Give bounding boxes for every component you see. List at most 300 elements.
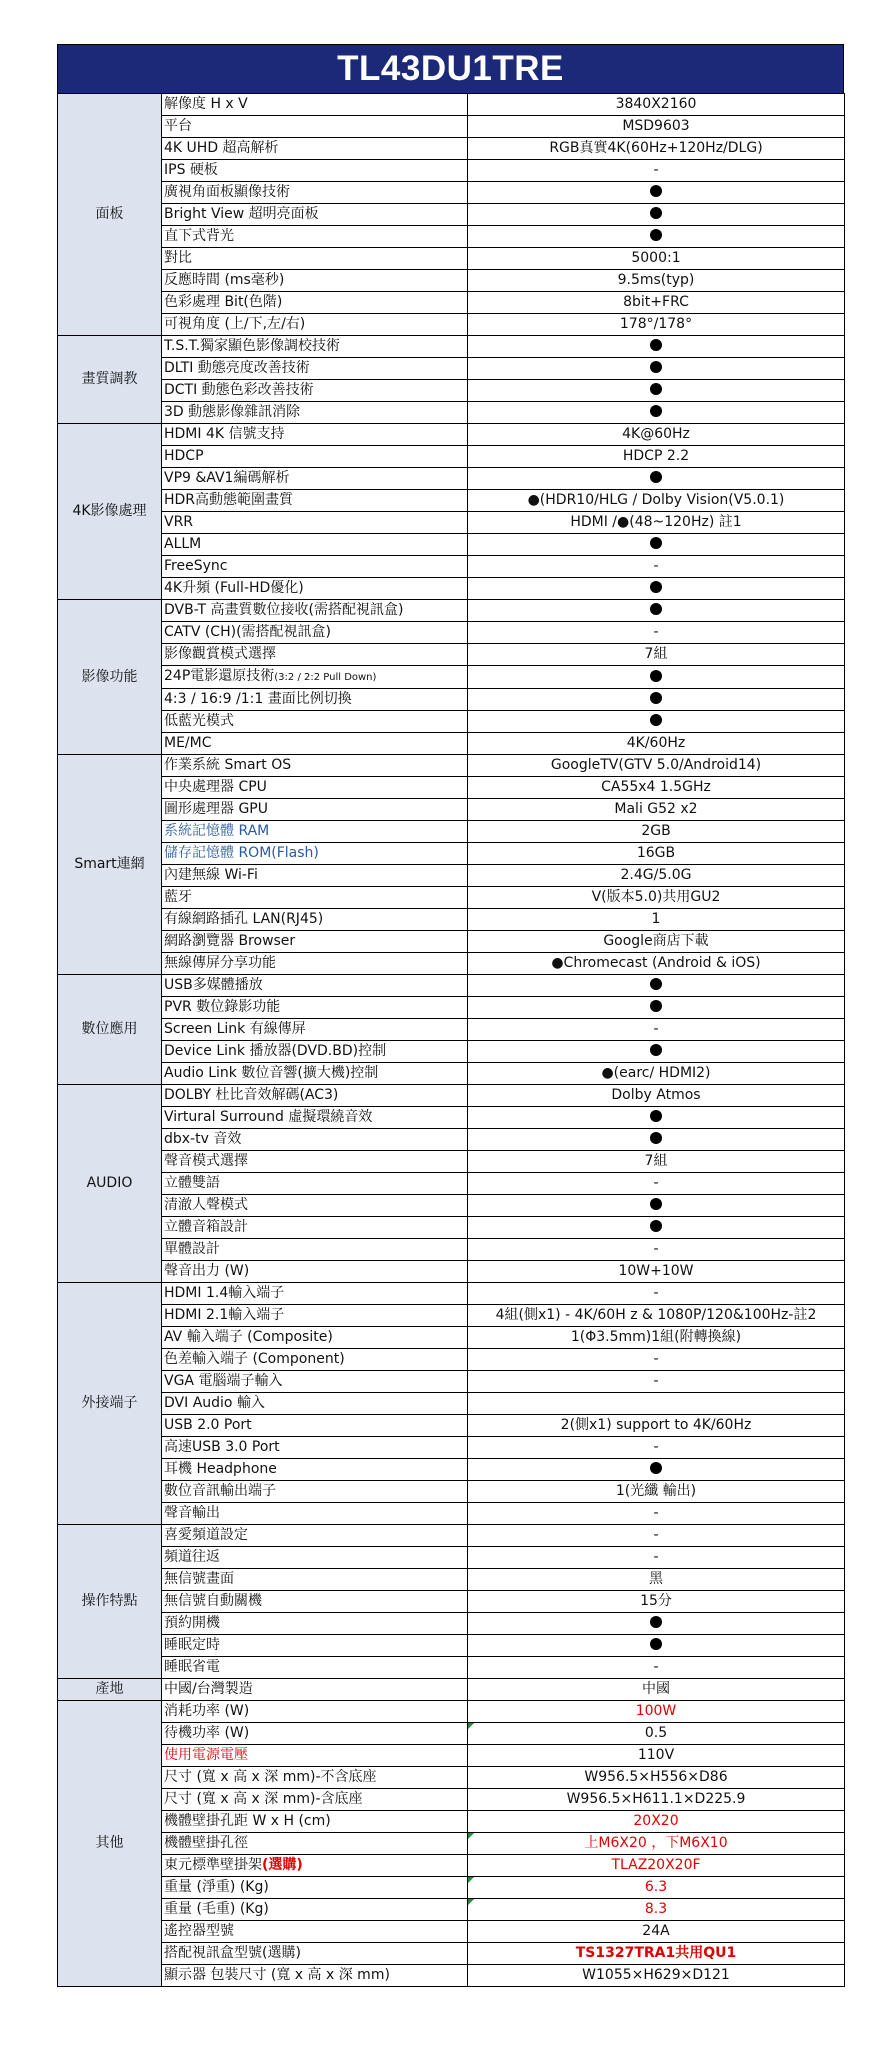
spec-value — [468, 1349, 845, 1371]
spec-value-text: 上M6X20 ，下M6X10 — [584, 1835, 728, 1851]
spec-item-text: 中國/台灣製造 — [164, 1681, 253, 1697]
spec-item-text: 東元標準壁掛架 — [164, 1857, 262, 1873]
spec-item-text: 平台 — [164, 118, 192, 134]
spec-value-text: TLAZ20X20F — [611, 1857, 701, 1873]
spec-item-label — [162, 1921, 468, 1943]
spec-value — [468, 336, 845, 358]
spec-value-text: 8bit+FRC — [623, 294, 689, 310]
spec-value-text: 7組 — [644, 1153, 668, 1169]
spec-row — [58, 644, 845, 666]
spec-item-text: 預約開機 — [164, 1615, 220, 1631]
spec-value — [468, 1239, 845, 1261]
spec-value-text: 110V — [637, 1747, 675, 1763]
spec-value-text: - — [653, 1527, 659, 1543]
spec-value — [468, 733, 845, 755]
spec-value-text: 8.3 — [644, 1901, 668, 1917]
spec-row — [58, 1283, 845, 1305]
spec-item-label — [162, 1745, 468, 1767]
spec-row — [58, 314, 845, 336]
spec-value-text: Google商店下載 — [603, 933, 709, 949]
spec-item-text: 睡眠定時 — [164, 1637, 220, 1653]
spec-value-text: - — [653, 1241, 659, 1257]
bullet-icon — [650, 537, 662, 549]
spec-value-text: 6.3 — [644, 1879, 668, 1895]
spec-row — [58, 1129, 845, 1151]
spec-value-text: W1055×H629×D121 — [582, 1967, 730, 1983]
spec-value — [468, 689, 845, 711]
spec-sheet — [57, 44, 844, 1987]
bullet-icon — [650, 978, 662, 990]
spec-value-text: 9.5ms(typ) — [617, 272, 695, 288]
spec-row — [58, 1239, 845, 1261]
spec-value — [468, 1195, 845, 1217]
spec-value — [468, 1217, 845, 1239]
spec-value — [468, 975, 845, 997]
category-cell: 其他 — [58, 1701, 162, 1987]
spec-item-text: 3D 動態影像雜訊消除 — [164, 404, 301, 420]
spec-row — [58, 733, 845, 755]
spec-item-text: DCTI 動態色彩改善技術 — [164, 382, 314, 398]
spec-row — [58, 1965, 845, 1987]
spec-row — [58, 1261, 845, 1283]
spec-item-text: VGA 電腦端子輸入 — [164, 1373, 283, 1389]
spec-item-text: dbx-tv 音效 — [164, 1131, 242, 1147]
spec-value — [468, 1085, 845, 1107]
spec-value — [468, 1305, 845, 1327]
category-cell: 4K影像處理 — [58, 424, 162, 600]
spec-row — [58, 1393, 845, 1415]
spec-item-label — [162, 1613, 468, 1635]
spec-item-text: 喜愛頻道設定 — [164, 1527, 248, 1543]
spec-item-label — [162, 622, 468, 644]
spec-value — [468, 1393, 845, 1415]
spec-item-text: 尺寸 (寬 x 高 x 深 mm)-不含底座 — [164, 1769, 377, 1785]
spec-row — [58, 116, 845, 138]
spec-item-text: 高速USB 3.0 Port — [164, 1439, 280, 1455]
spec-value-text: - — [653, 1659, 659, 1675]
spec-item-label — [162, 1481, 468, 1503]
spec-item-text: VP9 &AV1編碼解析 — [164, 470, 290, 486]
spec-item-text: Audio Link 數位音響(擴大機)控制 — [164, 1065, 379, 1081]
spec-row — [58, 1745, 845, 1767]
bullet-icon — [650, 714, 662, 726]
spec-item-label — [162, 402, 468, 424]
spec-item-label — [162, 600, 468, 622]
spec-value — [468, 1019, 845, 1041]
spec-item-text: Screen Link 有線傳屏 — [164, 1021, 306, 1037]
spec-value — [468, 1943, 845, 1965]
spec-value — [468, 204, 845, 226]
spec-item-text: 清澈人聲模式 — [164, 1197, 248, 1213]
spec-row — [58, 1173, 845, 1195]
spec-item-label — [162, 204, 468, 226]
spec-item-text: DOLBY 杜比音效解碼(AC3) — [164, 1087, 339, 1103]
spec-row — [58, 711, 845, 733]
spec-value — [468, 380, 845, 402]
spec-value — [468, 1855, 845, 1877]
spec-value — [468, 1151, 845, 1173]
spec-item-label — [162, 1217, 468, 1239]
spec-value-text: 4組(側x1) - 4K/60H z & 1080P/120&100Hz-註2 — [495, 1307, 817, 1323]
spec-item-text: USB 2.0 Port — [164, 1417, 252, 1433]
spec-item-text: 解像度 H x V — [164, 96, 248, 112]
spec-item-label — [162, 1041, 468, 1063]
spec-row — [58, 622, 845, 644]
spec-item-label — [162, 1569, 468, 1591]
spec-item-label — [162, 1195, 468, 1217]
spec-row — [58, 666, 845, 689]
spec-item-text: 機體壁掛孔徑 — [164, 1835, 248, 1851]
spec-row — [58, 1371, 845, 1393]
spec-item-label — [162, 1877, 468, 1899]
spec-row — [58, 1437, 845, 1459]
spec-value — [468, 644, 845, 666]
spec-value — [468, 512, 845, 534]
spec-item-text: 機體壁掛孔距 W x H (cm) — [164, 1813, 331, 1829]
spec-row — [58, 865, 845, 887]
spec-value-text: ●Chromecast (Android & iOS) — [551, 955, 761, 971]
spec-item-label — [162, 160, 468, 182]
spec-value — [468, 843, 845, 865]
bullet-icon — [650, 581, 662, 593]
category-cell: 面板 — [58, 94, 162, 336]
spec-item-text: 頻道往返 — [164, 1549, 220, 1565]
spec-row — [58, 1349, 845, 1371]
spec-value — [468, 799, 845, 821]
spec-row — [58, 556, 845, 578]
spec-item-label — [162, 182, 468, 204]
spec-row — [58, 1613, 845, 1635]
spec-row — [58, 182, 845, 204]
spec-value-text: CA55x4 1.5GHz — [601, 779, 711, 795]
spec-value — [468, 1591, 845, 1613]
category-cell: 操作特點 — [58, 1525, 162, 1679]
spec-item-text: 消耗功率 (W) — [164, 1703, 250, 1719]
spec-value-text: 中國 — [642, 1681, 670, 1697]
spec-row — [58, 843, 845, 865]
bullet-icon — [650, 1462, 662, 1474]
spec-item-label — [162, 1701, 468, 1723]
spec-item-text: 待機功率 (W) — [164, 1725, 250, 1741]
spec-value — [468, 755, 845, 777]
spec-row — [58, 1151, 845, 1173]
spec-item-label — [162, 1107, 468, 1129]
spec-value-text: - — [653, 1021, 659, 1037]
spec-value-text: 0.5 — [644, 1725, 668, 1741]
spec-item-label — [162, 270, 468, 292]
category-cell: AUDIO — [58, 1085, 162, 1283]
spec-row — [58, 1459, 845, 1481]
spec-row — [58, 1899, 845, 1921]
spec-value — [468, 358, 845, 380]
spec-item-label — [162, 1657, 468, 1679]
spec-item-text: T.S.T.獨家顯色影像調校技術 — [164, 338, 341, 354]
spec-row — [58, 997, 845, 1019]
bullet-icon — [650, 1638, 662, 1650]
spec-item-text: CATV (CH)(需搭配視訊盒) — [164, 624, 331, 640]
spec-item-text: 睡眠省電 — [164, 1659, 220, 1675]
spec-item-note: (3:2 / 2:2 Pull Down) — [274, 672, 377, 683]
spec-item-text: 色差輸入端子 (Component) — [164, 1351, 345, 1367]
spec-value-text: 15分 — [640, 1593, 672, 1609]
spec-item-text: Bright View 超明亮面板 — [164, 206, 319, 222]
spec-value — [468, 182, 845, 204]
spec-item-text: 遙控器型號 — [164, 1923, 234, 1939]
spec-item-text: 對比 — [164, 250, 192, 266]
spec-row — [58, 1811, 845, 1833]
spec-value — [468, 1635, 845, 1657]
spec-item-label — [162, 512, 468, 534]
spec-item-text: 圖形處理器 GPU — [164, 801, 268, 817]
bullet-icon — [650, 383, 662, 395]
spec-item-label — [162, 1943, 468, 1965]
spec-value-text: RGB真實4K(60Hz+120Hz/DLG) — [549, 140, 763, 156]
spec-value — [468, 887, 845, 909]
spec-value — [468, 711, 845, 733]
spec-item-label — [162, 975, 468, 997]
spec-row — [58, 1217, 845, 1239]
spec-row — [58, 1855, 845, 1877]
spec-value — [468, 94, 845, 116]
spec-item-text: DVB-T 高畫質數位接收(需搭配視訊盒) — [164, 602, 404, 618]
spec-row — [58, 1789, 845, 1811]
spec-value-text: 1(Φ3.5mm)1組(附轉換線) — [570, 1329, 742, 1345]
spec-value — [468, 1415, 845, 1437]
bullet-icon — [650, 1132, 662, 1144]
spec-value-text: GoogleTV(GTV 5.0/Android14) — [550, 757, 762, 773]
spec-value — [468, 1063, 845, 1085]
spec-value-text: 4K/60Hz — [626, 735, 686, 751]
bullet-icon — [650, 603, 662, 615]
spec-value-text: 20X20 — [633, 1813, 679, 1829]
spec-value-text: 1(光纖 輸出) — [615, 1483, 697, 1499]
spec-value — [468, 1481, 845, 1503]
bullet-icon — [650, 692, 662, 704]
spec-row — [58, 887, 845, 909]
spec-item-note: (選購) — [262, 1857, 303, 1873]
spec-row — [58, 1503, 845, 1525]
spec-value-text: 5000:1 — [631, 250, 681, 266]
spec-item-label — [162, 1173, 468, 1195]
bullet-icon — [650, 1616, 662, 1628]
spec-item-text: 聲音出力 (W) — [164, 1263, 250, 1279]
spec-value — [468, 1921, 845, 1943]
spec-value — [468, 556, 845, 578]
spec-item-text: HDR高動態範圍畫質 — [164, 492, 294, 508]
spec-row — [58, 1195, 845, 1217]
spec-value — [468, 1041, 845, 1063]
spec-item-text: FreeSync — [164, 558, 228, 574]
spec-item-label — [162, 644, 468, 666]
spec-row — [58, 1547, 845, 1569]
spec-item-text: 數位音訊輸出端子 — [164, 1483, 276, 1499]
spec-row — [58, 1041, 845, 1063]
model-title: TL43DU1TRE — [57, 44, 844, 93]
spec-item-label — [162, 1811, 468, 1833]
spec-item-text: 反應時間 (ms毫秒) — [164, 272, 285, 288]
spec-item-label — [162, 843, 468, 865]
spec-value — [468, 1503, 845, 1525]
spec-value-text: - — [653, 1439, 659, 1455]
spec-value-text: 2GB — [641, 823, 671, 839]
spec-value-text: 10W+10W — [618, 1263, 694, 1279]
spec-value — [468, 777, 845, 799]
spec-row — [58, 1701, 845, 1723]
spec-row — [58, 204, 845, 226]
spec-value — [468, 1437, 845, 1459]
spec-row — [58, 1679, 845, 1701]
spec-value — [468, 1877, 845, 1899]
spec-value — [468, 1327, 845, 1349]
spec-value — [468, 1679, 845, 1701]
spec-item-label — [162, 1965, 468, 1987]
spec-item-label — [162, 336, 468, 358]
spec-item-text: 聲音模式選擇 — [164, 1153, 248, 1169]
spec-item-label — [162, 446, 468, 468]
spec-item-text: 可視角度 (上/下,左/右) — [164, 316, 306, 332]
spec-item-label — [162, 909, 468, 931]
spec-row — [58, 402, 845, 424]
bullet-icon — [650, 1110, 662, 1122]
spec-row — [58, 248, 845, 270]
spec-value — [468, 1833, 845, 1855]
spec-item-text: PVR 數位錄影功能 — [164, 999, 281, 1015]
spec-row — [58, 821, 845, 843]
spec-item-label — [162, 1635, 468, 1657]
spec-item-label — [162, 865, 468, 887]
spec-value — [468, 446, 845, 468]
spec-value — [468, 1107, 845, 1129]
spec-item-label — [162, 733, 468, 755]
spec-item-text: 無線傳屏分享功能 — [164, 955, 276, 971]
spec-row — [58, 799, 845, 821]
spec-row — [58, 1085, 845, 1107]
spec-value-text: 100W — [635, 1703, 677, 1719]
spec-table-body — [58, 94, 845, 1987]
spec-item-text: 內建無線 Wi-Fi — [164, 867, 258, 883]
category-cell: 影像功能 — [58, 600, 162, 755]
bullet-icon — [650, 339, 662, 351]
spec-item-label — [162, 1789, 468, 1811]
spec-item-text: 直下式背光 — [164, 228, 234, 244]
spec-value-text: 16GB — [636, 845, 676, 861]
spec-item-label — [162, 1085, 468, 1107]
spec-row — [58, 1877, 845, 1899]
category-cell: 外接端子 — [58, 1283, 162, 1525]
spec-row — [58, 1767, 845, 1789]
spec-row — [58, 468, 845, 490]
spec-item-label — [162, 248, 468, 270]
spec-item-text: Virtural Surround 虛擬環繞音效 — [164, 1109, 373, 1125]
spec-item-text: HDMI 4K 信號支持 — [164, 426, 285, 442]
spec-item-text: 系統記憶體 RAM — [164, 823, 270, 839]
spec-item-label — [162, 1261, 468, 1283]
spec-value — [468, 1613, 845, 1635]
spec-value-text: MSD9603 — [622, 118, 690, 134]
spec-item-text: 24P電影還原技術 — [164, 668, 275, 684]
spec-row — [58, 975, 845, 997]
spec-value-text: - — [653, 1373, 659, 1389]
spec-item-text: HDCP — [164, 448, 204, 464]
spec-value-text: - — [653, 624, 659, 640]
spec-item-text: 4:3 / 16:9 /1:1 畫面比例切換 — [164, 691, 352, 707]
spec-row — [58, 1833, 845, 1855]
spec-value — [468, 1173, 845, 1195]
spec-row — [58, 358, 845, 380]
spec-value-text: ●(HDR10/HLG / Dolby Vision(V5.0.1) — [527, 492, 785, 508]
spec-value — [468, 1569, 845, 1591]
spec-item-label — [162, 1503, 468, 1525]
spec-row — [58, 160, 845, 182]
spec-item-text: 網路瀏覽器 Browser — [164, 933, 296, 949]
spec-row — [58, 226, 845, 248]
spec-value-text: 2(側x1) support to 4K/60Hz — [560, 1417, 752, 1433]
spec-item-label — [162, 953, 468, 975]
spec-row — [58, 1481, 845, 1503]
spec-item-label — [162, 931, 468, 953]
spec-value — [468, 997, 845, 1019]
spec-item-label — [162, 226, 468, 248]
spec-value-text: 黑 — [649, 1571, 663, 1587]
spec-row — [58, 490, 845, 512]
spec-row — [58, 1063, 845, 1085]
spec-item-label — [162, 138, 468, 160]
spec-item-text: 顯示器 包裝尺寸 (寬 x 高 x 深 mm) — [164, 1967, 390, 1983]
spec-item-label — [162, 424, 468, 446]
spec-table — [57, 93, 845, 1987]
spec-value — [468, 1283, 845, 1305]
bullet-icon — [650, 1044, 662, 1056]
spec-value — [468, 1371, 845, 1393]
spec-value — [468, 270, 845, 292]
spec-value-text: - — [653, 1285, 659, 1301]
spec-value — [468, 1811, 845, 1833]
spec-item-label — [162, 1063, 468, 1085]
spec-row — [58, 689, 845, 711]
spec-row — [58, 1723, 845, 1745]
spec-item-label — [162, 997, 468, 1019]
spec-item-label — [162, 380, 468, 402]
spec-item-text: 耳機 Headphone — [164, 1461, 277, 1477]
spec-item-label — [162, 1679, 468, 1701]
spec-item-text: 影像觀賞模式選擇 — [164, 646, 276, 662]
spec-value-text: V(版本5.0)共用GU2 — [591, 889, 721, 905]
spec-item-label — [162, 1327, 468, 1349]
bullet-icon — [650, 471, 662, 483]
spec-item-text: 單體設計 — [164, 1241, 220, 1257]
spec-row — [58, 336, 845, 358]
spec-item-text: 作業系統 Smart OS — [164, 757, 292, 773]
bullet-icon — [650, 1000, 662, 1012]
spec-value — [468, 1657, 845, 1679]
spec-value-text: - — [653, 162, 659, 178]
spec-item-text: USB多媒體播放 — [164, 977, 263, 993]
spec-value — [468, 1547, 845, 1569]
spec-item-text: 無信號自動關機 — [164, 1593, 262, 1609]
spec-item-text: AV 輸入端子 (Composite) — [164, 1329, 333, 1345]
spec-value — [468, 1965, 845, 1987]
spec-row — [58, 909, 845, 931]
spec-item-label — [162, 1415, 468, 1437]
spec-item-text: 4K UHD 超高解析 — [164, 140, 279, 156]
spec-item-text: 4K升頻 (Full-HD優化) — [164, 580, 304, 596]
spec-value — [468, 1899, 845, 1921]
spec-value — [468, 116, 845, 138]
spec-row — [58, 600, 845, 622]
spec-value — [468, 821, 845, 843]
spec-item-text: 藍牙 — [164, 889, 192, 905]
spec-item-text: ME/MC — [164, 735, 212, 751]
